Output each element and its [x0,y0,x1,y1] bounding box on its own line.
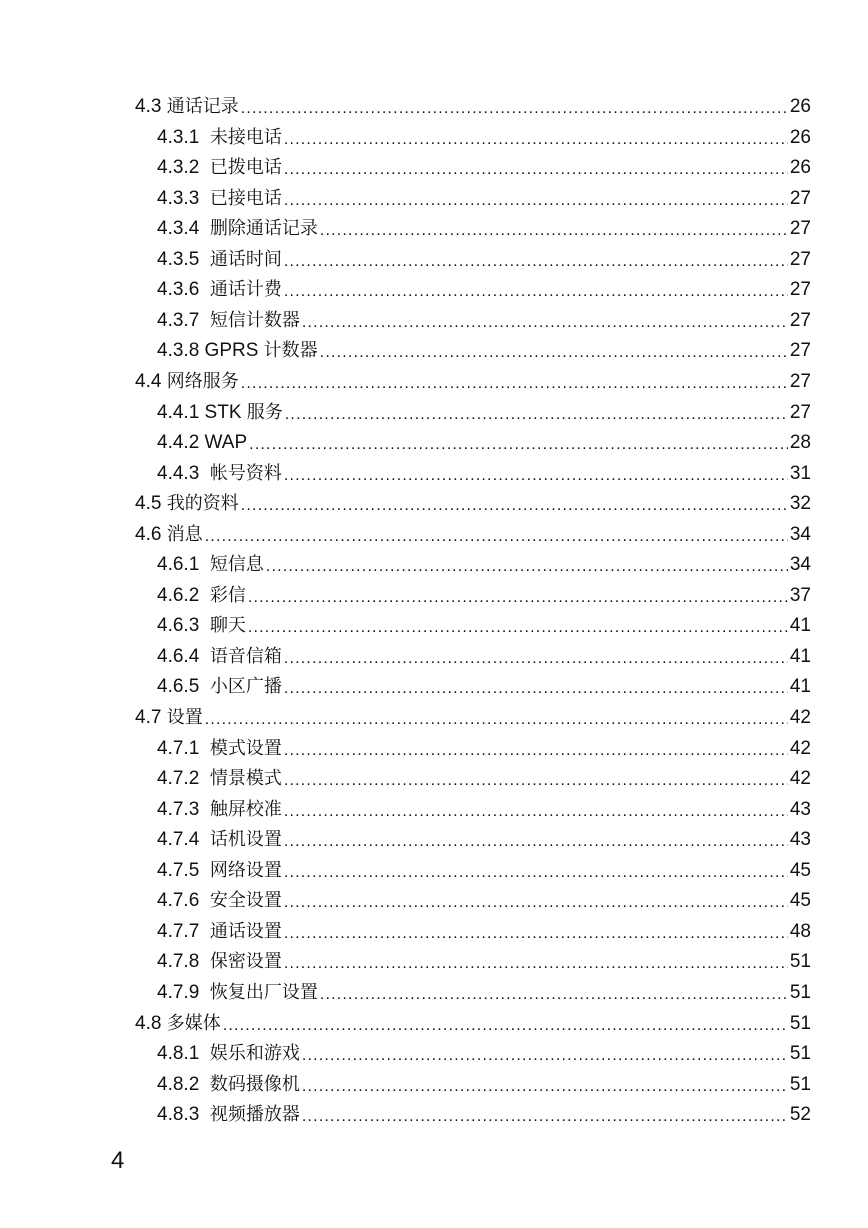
toc-entry-title: 消息 [166,524,203,545]
toc-entry-page: 27 [789,310,811,331]
toc-entry[interactable] [157,733,811,764]
dot-leader [284,824,788,855]
toc-entry-title: 小区广播 [209,676,282,697]
toc-entry-number: 4.8 [135,1013,167,1034]
toc-entry-number: 4.3.7 [157,310,210,331]
toc-entry[interactable] [157,274,811,305]
toc-entry-number: 4.6 [135,524,167,545]
toc-entry-number: 4.7.7 [157,921,210,942]
toc-entry[interactable] [157,580,811,611]
dot-leader [320,977,788,1008]
toc-entry-title: 多媒体 [166,1013,221,1034]
toc-entry-title: 短信计数器 [209,310,300,331]
toc-entry-number: 4.3.4 [157,218,210,239]
toc-entry-number: 4.7.4 [157,829,210,850]
toc-entry-page: 45 [789,890,811,911]
toc-entry-title: 视频播放器 [209,1104,300,1125]
toc-entry[interactable] [135,702,811,733]
toc-entry-number: 4.4.1 STK [157,402,247,423]
dot-leader [302,305,788,336]
toc-entry-title: 数码摄像机 [209,1074,300,1095]
toc-entry-number: 4.8.2 [157,1074,210,1095]
dot-leader [284,855,788,886]
toc-entry-page: 32 [789,493,811,514]
dot-leader [248,580,788,611]
toc-entry-number: 4.6.3 [157,615,210,636]
toc-entry-number: 4.3.2 [157,157,210,178]
toc-entry-title: 娱乐和游戏 [209,1043,300,1064]
toc-entry-title: 保密设置 [209,951,282,972]
toc-entry[interactable] [157,397,811,428]
toc-entry-number: 4.8.1 [157,1043,210,1064]
toc-entry-number: 4.3.1 [157,127,210,148]
toc-entry-page: 41 [789,676,811,697]
dot-leader [320,335,788,366]
toc-entry-title: 聊天 [209,615,246,636]
toc-entry-page: 31 [789,463,811,484]
dot-leader [320,213,788,244]
toc-entry-page: 43 [789,799,811,820]
toc-entry-page: 43 [789,829,811,850]
toc-entry[interactable] [157,1069,811,1100]
toc-entry[interactable] [157,794,811,825]
toc-entry-page: 27 [789,279,811,300]
toc-entry-title: 模式设置 [209,738,282,759]
toc-entry-title: 设置 [166,707,203,728]
toc-entry-number: 4.3.5 [157,249,210,270]
toc-entry[interactable] [157,916,811,947]
dot-leader [302,1099,788,1130]
toc-entry[interactable] [157,763,811,794]
toc-entry-title: 触屏校准 [209,799,282,820]
dot-leader [241,488,788,519]
toc-entry-page: 51 [789,1043,811,1064]
toc-entry-title: 未接电话 [209,127,282,148]
page-number: 4 [111,1147,125,1174]
toc-entry-title: 我的资料 [166,493,239,514]
toc-entry-number: 4.7 [135,707,167,728]
toc-entry-number: 4.7.5 [157,860,210,881]
dot-leader [249,427,788,458]
dot-leader [284,946,788,977]
toc-entry-number: 4.3.3 [157,188,210,209]
toc-entry-number: 4.7.1 [157,738,210,759]
toc-entry-page: 51 [789,1074,811,1095]
dot-leader [284,671,788,702]
toc-entry-page: 34 [789,554,811,575]
toc-entry[interactable] [157,824,811,855]
toc-entry-number: 4.6.4 [157,646,210,667]
toc-entry[interactable] [135,519,811,550]
toc-entry-number: 4.4.3 [157,463,210,484]
toc-entry-title: 语音信箱 [209,646,282,667]
dot-leader [284,152,788,183]
dot-leader [284,122,788,153]
dot-leader [284,183,788,214]
dot-leader [266,549,788,580]
toc-entry[interactable] [157,427,811,458]
dot-leader [241,91,788,122]
toc-entry-title: 短信息 [209,554,264,575]
toc-entry[interactable] [157,641,811,672]
toc-entry-title: 网络设置 [209,860,282,881]
dot-leader [302,1069,788,1100]
toc-entry-number: 4.3.8 GPRS [157,340,264,361]
toc-entry-page: 27 [789,340,811,361]
toc-entry-page: 37 [789,585,811,606]
dot-leader [284,733,788,764]
toc-entry-page: 26 [789,127,811,148]
toc-entry-number: 4.7.3 [157,799,210,820]
toc-entry-title: 话机设置 [209,829,282,850]
toc-entry-title: 安全设置 [209,890,282,911]
toc-entry-page: 34 [789,524,811,545]
toc-entry-title: 服务 [246,402,283,423]
toc-entry-number: 4.3 [135,96,167,117]
toc-entry-title: 通话时间 [209,249,282,270]
dot-leader [284,916,788,947]
toc-entry[interactable] [157,244,811,275]
toc-entry-page: 48 [789,921,811,942]
toc-entry-page: 27 [789,371,811,392]
toc-entry[interactable] [157,977,811,1008]
toc-entry-page: 27 [789,188,811,209]
dot-leader [241,366,788,397]
toc-entry[interactable] [157,855,811,886]
toc-entry-page: 52 [789,1104,811,1125]
dot-leader [284,458,788,489]
toc-entry[interactable] [157,671,811,702]
toc-entry-number: 4.4.2 WAP [157,432,248,453]
toc-entry-page: 42 [789,768,811,789]
toc-entry-page: 27 [789,218,811,239]
toc-entry-page: 26 [789,157,811,178]
dot-leader [284,885,788,916]
dot-leader [302,1038,788,1069]
toc-entry-number: 4.6.5 [157,676,210,697]
toc-entry-page: 51 [789,1013,811,1034]
toc-entry-title: 通话记录 [166,96,239,117]
toc-entry-number: 4.7.8 [157,951,210,972]
toc-entry-page: 26 [789,96,811,117]
toc-entry-page: 42 [789,738,811,759]
toc-entry[interactable] [135,366,811,397]
toc-entry[interactable] [157,610,811,641]
dot-leader [248,610,788,641]
toc-entry-number: 4.6.2 [157,585,210,606]
toc-entry[interactable] [135,91,811,122]
toc-entry[interactable] [157,885,811,916]
toc-entry[interactable] [157,549,811,580]
toc-entry-title: 已拨电话 [209,157,282,178]
toc-entry-title: 网络服务 [166,371,239,392]
toc-entry-number: 4.7.2 [157,768,210,789]
dot-leader [205,702,788,733]
toc-entry[interactable] [157,1099,811,1130]
toc-entry-number: 4.8.3 [157,1104,210,1125]
toc-entry-page: 41 [789,646,811,667]
toc-entry[interactable] [135,488,811,519]
toc-entry-number: 4.3.6 [157,279,210,300]
toc-entry-title: 恢复出厂设置 [209,982,318,1003]
toc-entry-page: 28 [789,432,811,453]
toc-entry-page: 27 [789,249,811,270]
toc-entry[interactable] [157,305,811,336]
toc-entry[interactable] [157,183,811,214]
toc-entry-title: 已接电话 [209,188,282,209]
toc-entry-title: 帐号资料 [209,463,282,484]
toc-entry[interactable] [157,458,811,489]
toc-entry[interactable] [157,946,811,977]
toc-entry-title: 彩信 [209,585,246,606]
toc-entry-page: 27 [789,402,811,423]
toc-entry-title: 删除通话记录 [209,218,318,239]
dot-leader [284,794,788,825]
toc-entry[interactable] [157,152,811,183]
toc-entry-page: 42 [789,707,811,728]
toc-entry-page: 41 [789,615,811,636]
toc-entry-title: 通话计费 [209,279,282,300]
toc-entry-page: 51 [789,951,811,972]
toc-entry-title: 情景模式 [209,768,282,789]
toc-entry[interactable] [157,335,811,366]
dot-leader [205,519,788,550]
toc-entry-number: 4.4 [135,371,167,392]
dot-leader [284,244,788,275]
toc-entry[interactable] [157,122,811,153]
toc-entry-page: 51 [789,982,811,1003]
dot-leader [284,641,788,672]
toc-entry-title: 计数器 [263,340,318,361]
toc-entry[interactable] [157,1038,811,1069]
toc-entry-number: 4.7.9 [157,982,210,1003]
dot-leader [284,274,788,305]
dot-leader [284,763,788,794]
toc-entry-number: 4.6.1 [157,554,210,575]
toc-entry[interactable] [135,1008,811,1039]
toc-entry-title: 通话设置 [209,921,282,942]
dot-leader [223,1008,788,1039]
toc-entry[interactable] [157,213,811,244]
toc-entry-page: 45 [789,860,811,881]
toc-entry-number: 4.7.6 [157,890,210,911]
toc-entry-number: 4.5 [135,493,167,514]
dot-leader [285,397,788,428]
